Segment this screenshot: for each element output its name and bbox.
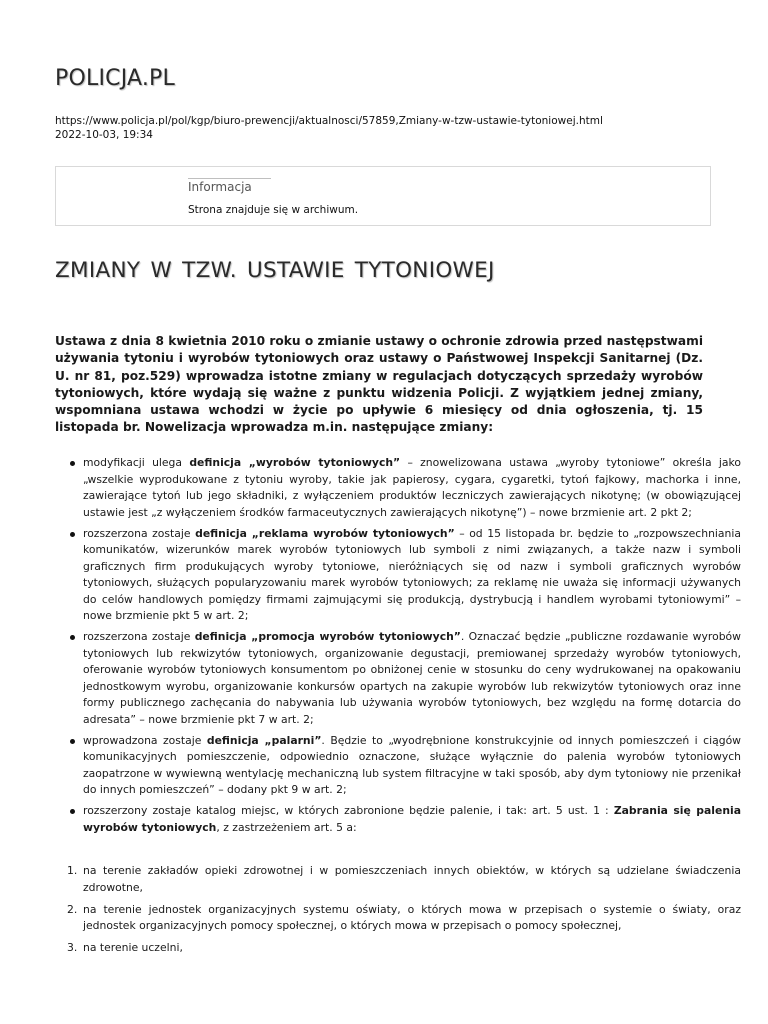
item-term: definicja „reklama wyrobów tytoniowych” <box>195 526 455 540</box>
item-text: na terenie uczelni, <box>83 941 183 954</box>
item-text: . Będzie to „wyodrębnione konstrukcyjnie od innych pomieszczeń i ciągów komunikacyjnych pomieszczenie, odpowiednio oznaczone, służące wyłącznie do palenia wyrobów tytoniowych zaopatrzone w wywiewną wentylację mechaniczną lub system filtracyjne w taki sposób, aby dym tytoniowy nie przenikał do innych pomieszczeń” – dodany pkt 9 w art. 2; <box>83 733 741 796</box>
info-divider <box>188 178 271 179</box>
item-term: definicja „palarni” <box>206 733 322 747</box>
source-url: https://www.policja.pl/pol/kgp/biuro-prewencji/aktualnosci/57859,Zmiany-w-tzw-ustawie-tytoniowej.html <box>55 115 603 127</box>
article-title: ZMIANY W TZW. USTAWIE TYTONIOWEJ <box>55 258 495 283</box>
item-text: na terenie jednostek organizacyjnych systemu oświaty, o których mowa w przepisach o systemie o światy, oraz jednostek organizacyjnych pomocy społecznej, o których mowa w przepisach o pomocy społecznej, <box>83 902 741 932</box>
list-item <box>83 629 741 728</box>
info-text: Strona znajduje się w archiwum. <box>188 204 359 216</box>
article-lead: Ustawa z dnia 8 kwietnia 2010 roku o zmianie ustawy o ochronie zdrowia przed następstwami używania tytoniu i wyrobów tytoniowych oraz ustawy o Państwowej Inspekcji Sanitarnej (Dz. U. nr 81, poz.529) wprowadza istotne zmiany w regulacjach dotyczących sprzedaży wyrobów tytoniowych, które wydają się ważne z punktu widzenia Policji. Z wyjątkiem jednej zmiany, wspomniana ustawa wchodzi w życie po upływie 6 miesięcy od dnia ogłoszenia, tj. 15 listopada br. Nowelizacja wprowadza m.in. następujące zmiany: <box>55 334 703 435</box>
list-item <box>83 803 741 836</box>
item-text: rozszerzony zostaje katalog miejsc, w których zabronione będzie palenie, i tak: art. 5 ust. 1 : <box>83 804 614 817</box>
site-logo[interactable]: POLICJA.PL <box>55 66 175 91</box>
item-text: na terenie zakładów opieki zdrowotnej i w pomieszczeniach innych obiektów, w których są udzielane świadczenia zdrowotne, <box>83 864 741 894</box>
item-term: definicja „wyrobów tytoniowych” <box>189 456 401 469</box>
list-item <box>83 733 741 799</box>
item-term: Zabrania się palenia wyrobów tytoniowych <box>83 804 741 834</box>
archive-info-box <box>55 166 711 226</box>
item-text: . Oznaczać będzie „publiczne rozdawanie wyrobów tytoniowych lub rekwizytów tytoniowych, organizowanie degustacji, premiowanej sprzedaży wyrobów tytoniowych, oferowanie wyrobów tytoniowych konsumentom po obniżonej cenie w stosunku do ceny wydrukowanej na opakowaniu jednostkowym wyrobu, organizowanie konkursów opartych na zakupie wyrobów lub rekwizytów tytoniowych oraz inne formy publicznego zachęcania do nabywania lub używania wyrobów tytoniowych, bez względu na formę dotarcia do adresata” – nowe brzmienie pkt 7 w art. 2; <box>83 630 741 726</box>
numbered-item <box>67 902 741 935</box>
list-item <box>83 455 741 521</box>
print-datetime: 2022-10-03, 19:34 <box>55 129 153 141</box>
item-term: definicja „promocja wyrobów tytoniowych” <box>194 630 461 643</box>
info-title: Informacja <box>188 180 252 194</box>
item-text: – od 15 listopada br. będzie to „rozpowszechniania komunikatów, wizerunków marek wyrobów tytoniowych lub symboli z nimi związanych, a także nazw i symboli graficznych firm produkujących wyroby tytoniowe, nieróżniących się od nazw i symboli graficznych wyrobów tytoniowych, służących popularyzowaniu marek wyrobów tytoniowych; za reklamę nie uważa się informacji używanych do celów handlowych pomiędzy firmami zajmującymi się produkcją, dystrybucją i handlem wyrobami tytoniowymi” – nowe brzmienie pkt 5 w art. 2; <box>83 526 741 622</box>
item-text: – znowelizowana ustawa „wyroby tytoniowe” określa jako „wszelkie wyprodukowane z tytoniu wyroby, takie jak papierosy, cygara, cygaretki, tytoń fajkowy, machorka i inne, zawierające tytoń lub jego składniki, z wyłączeniem produktów leczniczych zawierających nikotynę; (w obowiązującej ustawie jest „z wyłączeniem środków farmaceutycznych zawierających nikotynę”) – nowe brzmienie art. 2 pkt 2; <box>83 456 741 519</box>
item-number: 2. <box>67 902 78 916</box>
page-meta <box>55 114 603 142</box>
item-text: , z zastrzeżeniem art. 5 a: <box>216 820 357 834</box>
item-number: 3. <box>67 941 78 954</box>
item-text: rozszerzona zostaje <box>83 526 196 540</box>
item-number: 1. <box>67 864 78 877</box>
numbered-item <box>67 863 741 896</box>
item-text: modyfikacji ulega <box>83 456 190 469</box>
item-text: wprowadzona zostaje <box>83 733 207 747</box>
changes-list <box>55 455 741 841</box>
list-item <box>83 526 741 625</box>
item-text: rozszerzona zostaje <box>83 630 195 643</box>
locations-list <box>55 863 741 962</box>
numbered-item <box>67 940 741 957</box>
